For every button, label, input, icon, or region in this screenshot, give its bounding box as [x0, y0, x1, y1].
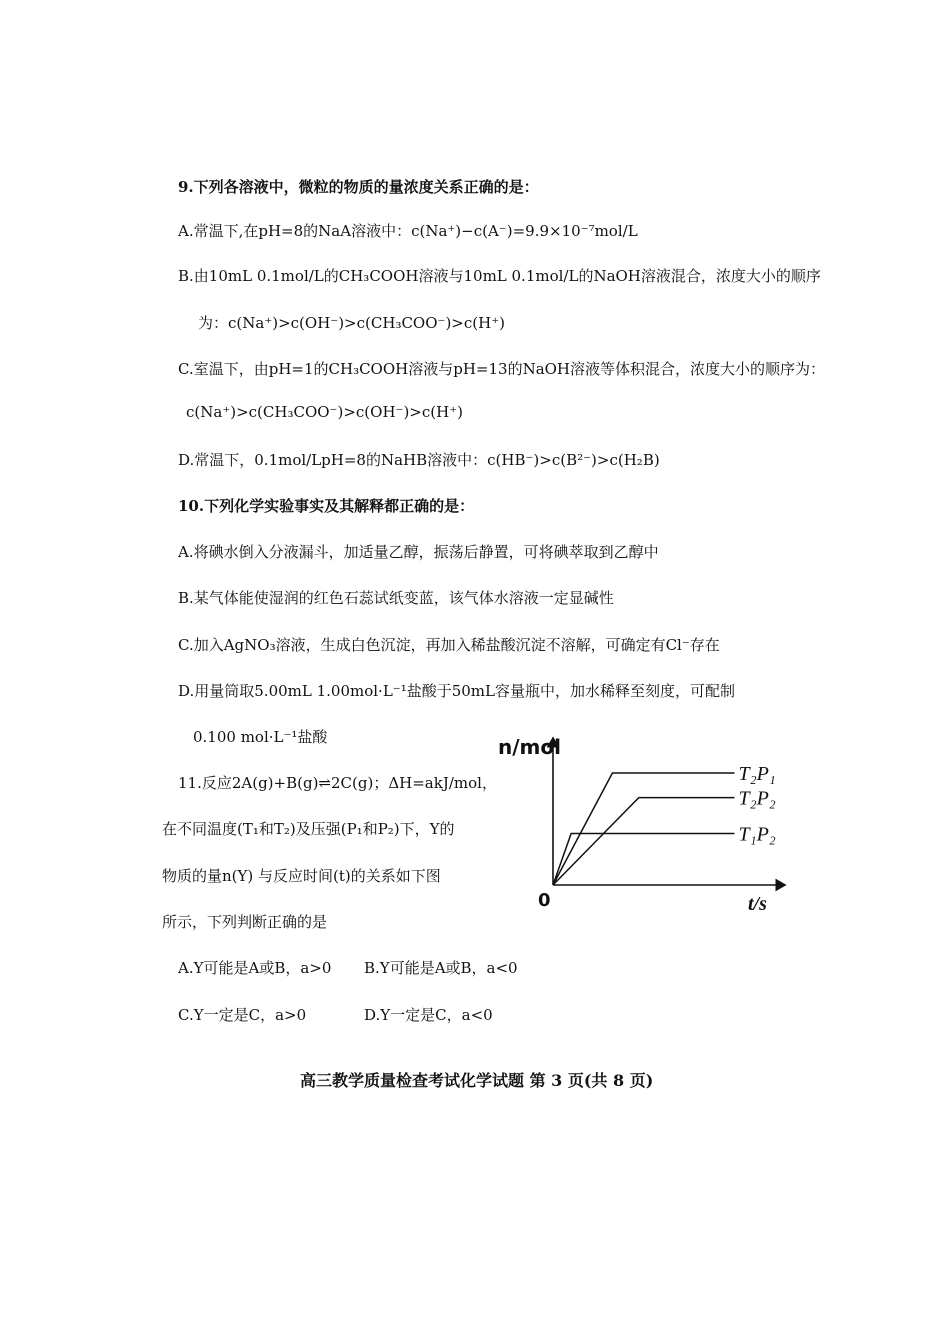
- q10-option-c: C.加入AgNO₃溶液，生成白色沉淀，再加入稀盐酸沉淀不溶解，可确定有Cl⁻存在: [178, 636, 720, 654]
- q11-stem-line1: 11.反应2A(g)+B(g)⇌2C(g)；ΔH=akJ/mol，: [178, 774, 497, 792]
- series-line-2: [553, 798, 735, 885]
- q9-option-d: D.常温下，0.1mol/LpH=8的NaHB溶液中：c(HB⁻)>c(B²⁻)>c(H₂B): [178, 451, 660, 469]
- q9-option-b-line2: 为：c(Na⁺)>c(OH⁻)>c(CH₃COO⁻)>c(H⁺): [198, 314, 505, 332]
- series-label-1: T₂P₁: [738, 763, 776, 785]
- page-footer: 高三教学质量检查考试化学试题 第 3 页(共 8 页): [300, 1071, 654, 1090]
- q9-option-b-line1: B.由10mL 0.1mol/L的CH₃COOH溶液与10mL 0.1mol/L的NaOH溶液混合，浓度大小的顺序: [178, 267, 821, 285]
- x-axis-label: t/s: [748, 893, 767, 915]
- q10-option-b: B.某气体能使湿润的红色石蕊试纸变蓝，该气体水溶液一定显碱性: [178, 589, 614, 607]
- y-axis-label: n/mol: [498, 735, 561, 759]
- q11-stem-line2: 在不同温度(T₁和T₂)及压强(P₁和P₂)下，Y的: [162, 820, 455, 838]
- q10-stem: 10.下列化学实验事实及其解释都正确的是：: [178, 497, 475, 515]
- series-line-3: [553, 833, 735, 885]
- q11-stem-line3: 物质的量n(Y) 与反应时间(t)的关系如下图: [162, 867, 441, 885]
- q9-option-c-line1: C.室温下，由pH=1的CH₃COOH溶液与pH=13的NaOH溶液等体积混合，浓度大小的顺序为：: [178, 360, 826, 378]
- origin-label: 0: [538, 890, 551, 911]
- series-line-1: [553, 773, 735, 885]
- q9-option-a: A.常温下,在pH=8的NaA溶液中：c(Na⁺)−c(A⁻)=9.9×10⁻⁷mol/L: [178, 222, 638, 240]
- series-label-2: T₂P₂: [738, 787, 776, 810]
- q9-stem: 9.下列各溶液中，微粒的物质的量浓度关系正确的是：: [178, 178, 539, 196]
- q11-option-a: A.Y可能是A或B，a>0: [178, 959, 332, 977]
- q11-option-c: C.Y一定是C，a>0: [178, 1006, 307, 1024]
- q9-option-c-line2: c(Na⁺)>c(CH₃COO⁻)>c(OH⁻)>c(H⁺): [186, 403, 463, 421]
- q10-option-d-line1: D.用量筒取5.00mL 1.00mol·L⁻¹盐酸于50mL容量瓶中，加水稀释至刻度，可配制: [178, 682, 735, 700]
- n-t-chart: [490, 728, 800, 918]
- q11-option-d: D.Y一定是C，a<0: [364, 1006, 493, 1024]
- q11-option-b: B.Y可能是A或B，a<0: [364, 959, 518, 977]
- q10-option-d-line2: 0.100 mol·L⁻¹盐酸: [193, 728, 328, 746]
- series-label-3: T₁P₂: [738, 823, 776, 846]
- q11-stem-line4: 所示，下列判断正确的是: [162, 913, 328, 931]
- q10-option-a: A.将碘水倒入分液漏斗，加适量乙醇，振荡后静置，可将碘萃取到乙醇中: [178, 543, 659, 561]
